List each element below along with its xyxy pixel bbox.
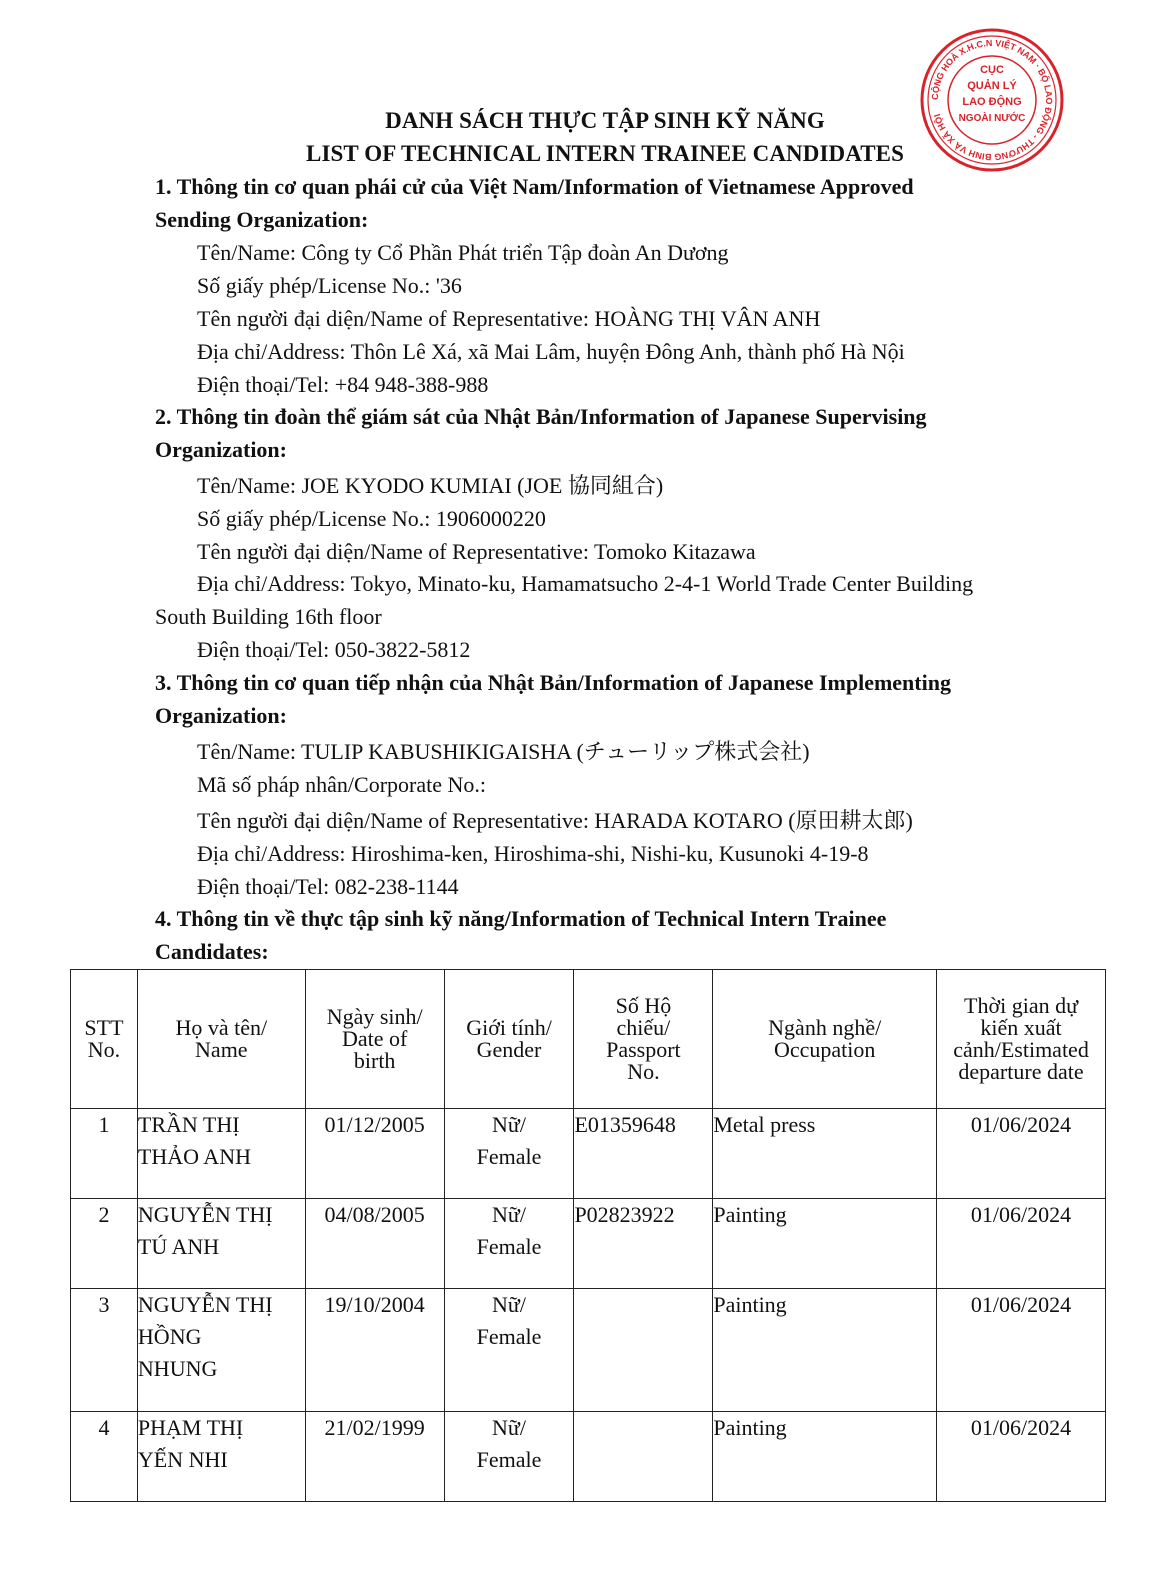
cell-departure: 01/06/2024	[937, 1109, 1106, 1199]
name-line: NHUNG	[137, 1356, 218, 1381]
section2-tel: Điện thoại/Tel: 050-3822-5812	[197, 637, 471, 662]
cell-dob: 19/10/2004	[305, 1289, 444, 1412]
cell-passport	[574, 1289, 713, 1412]
header-occupation-line: Occupation	[773, 1037, 876, 1062]
section1-name: Tên/Name: Công ty Cổ Phần Phát triển Tập đoàn An Dương	[197, 240, 729, 265]
header-passport-line: chiếu/	[616, 1015, 671, 1040]
header-departure-line: departure date	[958, 1059, 1084, 1084]
header-name-line: Name	[195, 1037, 248, 1062]
section3-representative: Tên người đại diện/Name of Representative: HARADA KOTARO (原田耕太郎)	[197, 808, 913, 833]
header-name-line: Họ và tên/	[175, 1015, 268, 1040]
cell-passport	[574, 1412, 713, 1502]
section2-license: Số giấy phép/License No.: 1906000220	[197, 506, 546, 531]
header-passport-line: Số Hộ	[615, 993, 672, 1018]
cell-departure: 01/06/2024	[937, 1412, 1106, 1502]
cell-no: 4	[71, 1412, 138, 1502]
cell-passport: P02823922	[574, 1199, 713, 1289]
cell-gender	[444, 1199, 574, 1289]
gender-line: Female	[476, 1447, 542, 1472]
section3-heading: 3. Thông tin cơ quan tiếp nhận của Nhật Bản/Information of Japanese Implementing	[155, 670, 951, 695]
section3-address: Địa chỉ/Address: Hiroshima-ken, Hiroshima-shi, Nishi-ku, Kusunoki 4-19-8	[197, 841, 869, 866]
cell-occupation: Painting	[713, 1199, 937, 1289]
section2-representative: Tên người đại diện/Name of Representative: Tomoko Kitazawa	[197, 539, 756, 564]
header-name	[137, 970, 305, 1109]
name-line: NGUYỄN THỊ	[137, 1202, 273, 1227]
section2-name: Tên/Name: JOE KYODO KUMIAI (JOE 協同組合)	[197, 473, 664, 498]
gender-line: Nữ/	[492, 1112, 526, 1137]
stamp-center-line: NGOÀI NƯỚC	[958, 113, 1026, 124]
trainee-table	[70, 969, 1106, 1502]
gender-line: Nữ/	[492, 1292, 526, 1317]
cell-dob: 21/02/1999	[305, 1412, 444, 1502]
table-row	[71, 1412, 1106, 1502]
document-title-en: LIST OF TECHNICAL INTERN TRAINEE CANDIDATES	[306, 141, 904, 166]
cell-gender	[444, 1109, 574, 1199]
header-occupation-line: Ngành nghề/	[768, 1015, 882, 1040]
header-occupation	[713, 970, 937, 1109]
section3-corporate-no: Mã số pháp nhân/Corporate No.:	[197, 772, 486, 797]
cell-dob: 01/12/2005	[305, 1109, 444, 1199]
cell-passport: E01359648	[574, 1109, 713, 1199]
gender-line: Female	[476, 1234, 542, 1259]
document-title-vi: DANH SÁCH THỰC TẬP SINH KỸ NĂNG	[385, 108, 825, 133]
section3-tel: Điện thoại/Tel: 082-238-1144	[197, 874, 459, 899]
section2-address: Địa chỉ/Address: Tokyo, Minato-ku, Hamamatsucho 2-4-1 World Trade Center Building	[197, 571, 974, 596]
name-line: THẢO ANH	[137, 1144, 251, 1169]
section2-heading: 2. Thông tin đoàn thể giám sát của Nhật Bản/Information of Japanese Supervising	[155, 404, 927, 429]
gender-line: Female	[476, 1144, 542, 1169]
table-row	[71, 1109, 1106, 1199]
name-line: TÚ ANH	[137, 1234, 220, 1259]
section1-heading: 1. Thông tin cơ quan phái cử của Việt Nam/Information of Vietnamese Approved	[155, 174, 914, 199]
gender-line: Female	[476, 1324, 542, 1349]
name-line: TRẦN THỊ	[137, 1112, 240, 1137]
section1-license: Số giấy phép/License No.: '36	[197, 273, 462, 298]
header-gender-line: Gender	[476, 1037, 542, 1062]
cell-departure: 01/06/2024	[937, 1199, 1106, 1289]
section2-address-cont: South Building 16th floor	[155, 604, 382, 629]
header-departure	[937, 970, 1106, 1109]
name-line: HỒNG	[137, 1324, 202, 1349]
gender-line: Nữ/	[492, 1202, 526, 1227]
cell-no: 1	[71, 1109, 138, 1199]
cell-name	[137, 1289, 305, 1412]
cell-name	[137, 1412, 305, 1502]
table-row	[71, 1199, 1106, 1289]
stamp-center-line: LAO ĐỘNG	[962, 96, 1022, 108]
cell-no: 2	[71, 1199, 138, 1289]
section3-name: Tên/Name: TULIP KABUSHIKIGAISHA (チューリップ株式会社)	[197, 739, 810, 764]
section4-heading-cont: Candidates:	[155, 939, 269, 964]
cell-gender	[444, 1289, 574, 1412]
header-passport-line: Passport	[606, 1037, 681, 1062]
stamp-center-line: QUẢN LÝ	[967, 80, 1017, 92]
cell-name	[137, 1199, 305, 1289]
header-departure-line: kiến xuất	[980, 1015, 1062, 1040]
cell-departure: 01/06/2024	[937, 1289, 1106, 1412]
stamp-center-line: CỤC	[980, 64, 1004, 76]
header-dob-line: Ngày sinh/	[326, 1004, 423, 1029]
section1-representative: Tên người đại diện/Name of Representative: HOÀNG THỊ VÂN ANH	[197, 306, 821, 331]
header-dob-line: Date of	[341, 1026, 408, 1051]
gender-line: Nữ/	[492, 1415, 526, 1440]
cell-occupation: Painting	[713, 1412, 937, 1502]
table-row	[71, 1289, 1106, 1412]
cell-name	[137, 1109, 305, 1199]
header-no-line: No.	[87, 1037, 121, 1062]
section2-heading-cont: Organization:	[155, 437, 287, 462]
cell-dob: 04/08/2005	[305, 1199, 444, 1289]
name-line: PHẠM THỊ	[137, 1415, 244, 1440]
section1-address: Địa chỉ/Address: Thôn Lê Xá, xã Mai Lâm, huyện Đông Anh, thành phố Hà Nội	[197, 339, 905, 364]
cell-gender	[444, 1412, 574, 1502]
header-no	[71, 970, 138, 1109]
cell-no: 3	[71, 1289, 138, 1412]
header-passport	[574, 970, 713, 1109]
name-line: NGUYỄN THỊ	[137, 1292, 273, 1317]
header-gender	[444, 970, 574, 1109]
header-departure-line: Thời gian dự	[964, 993, 1079, 1018]
cell-occupation: Metal press	[713, 1109, 937, 1199]
header-dob-line: birth	[353, 1048, 396, 1073]
table-header-row	[71, 970, 1106, 1109]
header-dob	[305, 970, 444, 1109]
stamp-ring-text: CỘNG HOÀ X.H.C.N VIỆT NAM · BỘ LAO ĐỘNG - THƯƠNG BINH VÀ XÃ HỘI	[929, 37, 1055, 163]
header-passport-line: No.	[627, 1059, 660, 1084]
header-no-line: STT	[84, 1015, 124, 1040]
section3-heading-cont: Organization:	[155, 703, 287, 728]
cell-occupation: Painting	[713, 1289, 937, 1412]
name-line: YẾN NHI	[137, 1447, 228, 1472]
header-departure-line: cảnh/Estimated	[953, 1037, 1089, 1062]
section1-tel: Điện thoại/Tel: +84 948-388-988	[197, 372, 489, 397]
section4-heading: 4. Thông tin về thực tập sinh kỹ năng/Information of Technical Intern Trainee	[155, 906, 887, 931]
header-gender-line: Giới tính/	[466, 1015, 552, 1040]
section1-heading-cont: Sending Organization:	[155, 207, 369, 232]
